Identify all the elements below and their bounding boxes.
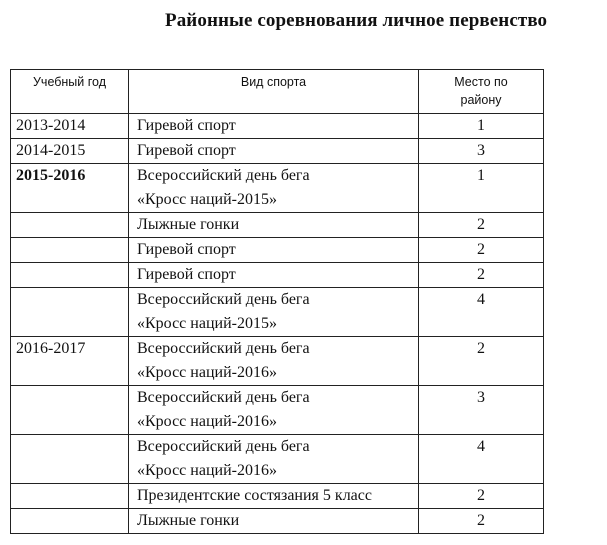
header-year: Учебный год	[11, 70, 129, 114]
sport-line-event: «Кросс наций-2015»	[137, 315, 277, 332]
place-cell: 3	[419, 386, 544, 435]
year-cell	[11, 484, 129, 509]
sport-line: Всероссийский день бега	[137, 389, 310, 406]
place-cell: 2	[419, 263, 544, 288]
year-cell	[11, 386, 129, 435]
place-cell: 4	[419, 288, 544, 337]
table-row	[11, 484, 544, 509]
header-place-line1: Место по	[454, 75, 508, 89]
table-row	[11, 238, 544, 263]
year-cell	[11, 263, 129, 288]
table-row	[11, 386, 544, 435]
sport-cell	[129, 509, 419, 534]
sport-cell	[129, 337, 419, 386]
sport-line: Лыжные гонки	[137, 512, 240, 529]
header-place	[419, 70, 544, 114]
sport-line: Президентские состязания 5 класс	[137, 487, 372, 504]
place-cell: 1	[419, 164, 544, 213]
place-cell: 2	[419, 213, 544, 238]
year-cell	[11, 288, 129, 337]
place-cell: 3	[419, 139, 544, 164]
table-header-row	[11, 70, 544, 114]
sport-cell	[129, 139, 419, 164]
sport-cell	[129, 435, 419, 484]
year-cell	[11, 213, 129, 238]
sport-cell	[129, 484, 419, 509]
place-cell: 4	[419, 435, 544, 484]
results-table	[10, 69, 544, 534]
sport-line-event: «Кросс наций-2016»	[137, 413, 277, 430]
header-sport: Вид спорта	[129, 70, 419, 114]
place-cell: 2	[419, 484, 544, 509]
page-title: Районные соревнования личное первенство	[165, 10, 548, 31]
sport-cell	[129, 213, 419, 238]
sport-cell	[129, 288, 419, 337]
sport-line: Гиревой спорт	[137, 117, 236, 134]
sport-line: Гиревой спорт	[137, 142, 236, 159]
sport-line: Всероссийский день бега	[137, 340, 310, 357]
year-cell: 2016-2017	[11, 337, 129, 386]
year-cell: 2015-2016	[11, 164, 129, 213]
year-cell	[11, 509, 129, 534]
table-row	[11, 288, 544, 337]
sport-line: Лыжные гонки	[137, 216, 240, 233]
sport-cell	[129, 164, 419, 213]
table-row	[11, 337, 544, 386]
sport-line: Всероссийский день бега	[137, 291, 310, 308]
table-row	[11, 139, 544, 164]
table-row	[11, 435, 544, 484]
header-place-line2: району	[460, 93, 502, 107]
place-cell: 2	[419, 238, 544, 263]
year-cell	[11, 238, 129, 263]
sport-cell	[129, 263, 419, 288]
sport-line: Гиревой спорт	[137, 266, 236, 283]
sport-line-event: «Кросс наций-2016»	[137, 462, 277, 479]
table-row	[11, 164, 544, 213]
table-row	[11, 509, 544, 534]
sport-line-event: «Кросс наций-2015»	[137, 191, 277, 208]
table-row	[11, 213, 544, 238]
year-cell: 2013-2014	[11, 114, 129, 139]
sport-line: Всероссийский день бега	[137, 167, 310, 184]
table-row	[11, 263, 544, 288]
sport-cell	[129, 386, 419, 435]
table-row	[11, 114, 544, 139]
sport-line-event: «Кросс наций-2016»	[137, 364, 277, 381]
sport-cell	[129, 114, 419, 139]
year-cell: 2014-2015	[11, 139, 129, 164]
place-cell: 1	[419, 114, 544, 139]
sport-line: Всероссийский день бега	[137, 438, 310, 455]
place-cell: 2	[419, 509, 544, 534]
place-cell: 2	[419, 337, 544, 386]
sport-cell	[129, 238, 419, 263]
sport-line: Гиревой спорт	[137, 241, 236, 258]
year-cell	[11, 435, 129, 484]
